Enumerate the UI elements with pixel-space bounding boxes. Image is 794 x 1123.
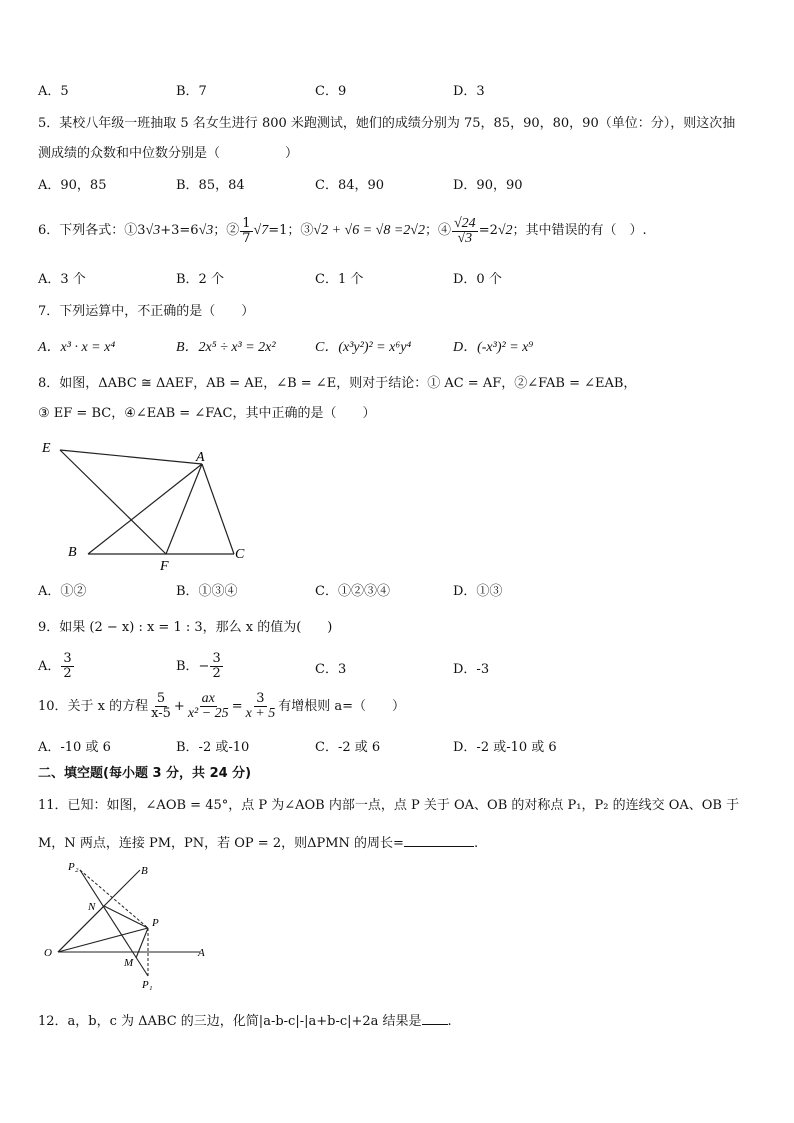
q12-answer-blank[interactable] [422,1012,448,1025]
segment-ac [202,464,234,554]
q6-stem: 6．下列各式：①3 √3 +3=6 √3 ；② $\frac{1}{7}$ √7 =1；③ √2 + √6 = √8 =2√2 ；④ $\frac{√24}{√3}$ =2 √2 ；其中错误的有（ ）. [38,215,647,246]
label-o: O [44,947,52,959]
q10-option-d: D．-2 或-10 或 6 [453,740,557,755]
q10-option-a: A．-10 或 6 [38,740,111,755]
q9-option-c: C．3 [315,662,347,677]
q7-option-a: A．x³ · x = x⁴ [38,340,116,355]
label-e: E [42,441,51,456]
q7-option-d: D．(-x³)² = x⁹ [453,340,534,355]
q11-stem-line1: 11．已知：如图，∠AOB = 45°，点 P 为∠AOB 内部一点，点 P 关于 OA、OB 的对称点 P₁，P₂ 的连线交 OA、OB 于 [38,798,740,813]
label-c: C [235,547,245,562]
q6-option-c: C．1 个 [315,272,364,287]
q10-option-c: C．-2 或 6 [315,740,381,755]
segment-ab [88,464,202,554]
q5-option-d: D．90，90 [453,178,523,193]
q5-stem-line2: 测成绩的众数和中位数分别是（ ） [38,146,299,161]
segment-ef [60,450,166,554]
q9-option-b: B．− $\frac{3}{2}$ [176,651,221,681]
q9-option-a: A． $\frac{3}{2}$ [38,651,72,681]
q6-option-b: B．2 个 [176,272,224,287]
q4-option-b: B．7 [176,84,207,99]
q4-option-a: A．5 [38,84,69,99]
segment-on [58,906,104,952]
q6-option-d: D．0 个 [453,272,502,287]
q10-stem: 10．关于 x 的方程 $\frac{5}{x-5}$ + $\frac{ax}{\text{x² − 25}}$ = $\frac{3}{x + 5}$ 有增根则 a=（ ） [38,691,406,721]
label-p1: P₁ [142,979,153,991]
q5-option-a: A．90，85 [38,178,107,193]
segment-ea [60,450,202,464]
q8-stem-line1: 8．如图，ΔABC ≅ ΔAEF，AB = AE，∠B = ∠E，则对于结论：① AC = AF，②∠FAB = ∠EAB， [38,376,637,391]
label-b: B [68,545,77,560]
q7-stem: 7．下列运算中，不正确的是（ ） [38,304,255,319]
q8-option-b: B．①③④ [176,584,238,599]
q10-option-b: B．-2 或-10 [176,740,250,755]
q7-option-b: B．2x⁵ ÷ x³ = 2x² [176,340,276,355]
q12-stem: 12．a，b，c 为 ΔABC 的三边，化简|a-b-c|-|a+b-c|+2a 结果是 . [38,1014,452,1029]
q11-answer-blank[interactable] [404,834,474,847]
q9-option-d: D．-3 [453,662,490,677]
segment-op [58,928,148,952]
label-a: A [198,947,205,959]
q6-option-a: A．3 个 [38,272,86,287]
q8-option-d: D．①③ [453,584,503,599]
q8-triangle-figure [36,434,256,576]
section-heading-fill-blanks: 二、填空题(每小题 3 分，共 24 分) [38,766,252,781]
q5-option-c: C．84，90 [315,178,385,193]
q7-option-c: C．(x³y²)² = x⁶y⁴ [315,340,412,355]
label-b: B [141,865,148,877]
label-f: F [160,559,169,574]
q11-stem-line2: M，N 两点，连接 PM，PN，若 OP = 2，则ΔPMN 的周长= . [38,836,479,851]
label-a: A [196,450,205,465]
label-p2: P₂ [68,861,79,873]
q5-stem-line1: 5．某校八年级一班抽取 5 名女生进行 800 米跑测试，她们的成绩分别为 75，85，90，80，90（单位：分），则这次抽 [38,116,736,131]
q8-option-a: A．①② [38,584,87,599]
q8-stem-line2: ③ EF = BC，④∠EAB = ∠FAC，其中正确的是（ ） [38,406,376,421]
q8-option-c: C．①②③④ [315,584,390,599]
q5-option-b: B．85，84 [176,178,245,193]
q4-option-d: D．3 [453,84,485,99]
q11-angle-figure [40,856,220,992]
label-m: M [124,957,134,969]
label-p: P [152,917,159,929]
q4-option-c: C．9 [315,84,347,99]
label-n: N [88,901,96,913]
segment-pm [136,928,148,958]
q9-stem: 9．如果 (2 − x) : x = 1 : 3，那么 x 的值为( ) [38,620,333,635]
